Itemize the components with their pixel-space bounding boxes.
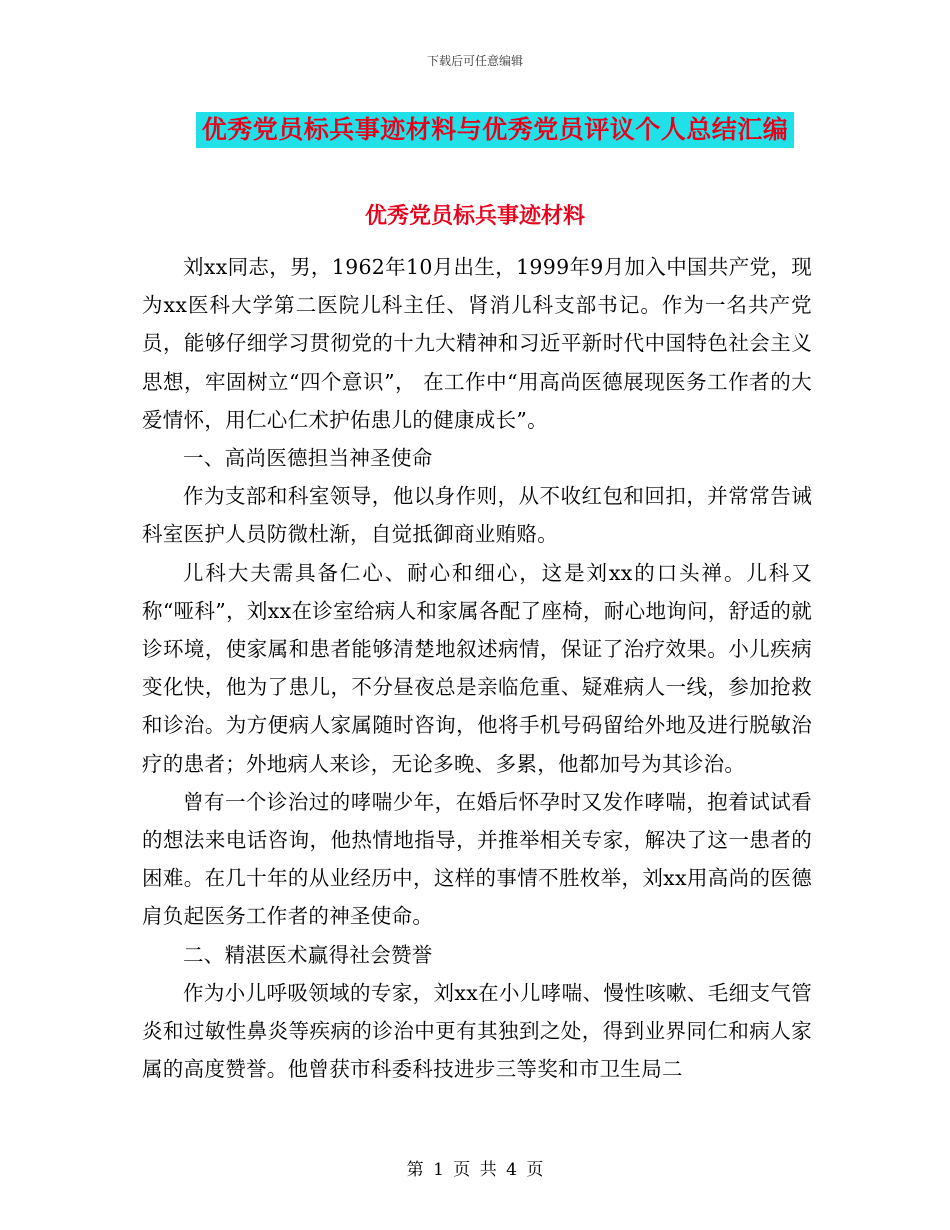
- main-title: 优秀党员标兵事迹材料与优秀党员评议个人总结汇编: [196, 112, 795, 148]
- section-title: 优秀党员标兵事迹材料: [364, 203, 585, 229]
- paragraph-intro: 刘xx同志，男，1962年10月出生，1999年9月加入中国共产党，现为xx医科大学第二医院儿科主任、肾消儿科支部书记。作为一名共产党员，能够仔细学习贯彻党的十九大精神和习近平新时代中国特色社会主义思想，牢固树立“四个意识”， 在工作中“用高尚医德展现医务工作者的大爱情怀，用仁心仁术护佑患儿的健康成长”。: [142, 255, 812, 432]
- paragraph: 作为支部和科室领导，他以身作则，从不收红包和回扣，并常常告诫科室医护人员防微杜渐，自觉抵御商业贿赂。: [142, 484, 812, 547]
- paragraph: 儿科大夫需具备仁心、耐心和细心，这是刘xx的口头禅。儿科又称“哑科”，刘xx在诊室给病人和家属各配了座椅，耐心地询问，舒适的就诊环境，使家属和患者能够清楚地叙述病情，保证了治疗效果。小儿疾病变化快，他为了患儿，不分昼夜总是亲临危重、疑难病人一线，参加抢救和诊治。为方便病人家属随时咨询，他将手机号码留给外地及进行脱敏治疗的患者；外地病人来诊，无论多晚、多累，他都加号为其诊治。: [142, 560, 812, 776]
- paragraph: 曾有一个诊治过的哮喘少年，在婚后怀孕时又发作哮喘，抱着试试看的想法来电话咨询，他热情地指导，并推举相关专家，解决了这一患者的困难。在几十年的从业经历中，这样的事情不胜枚举，刘xx用高尚的医德肩负起医务工作者的神圣使命。: [142, 789, 812, 929]
- section-heading-1: 一、高尚医德担当神圣使命: [183, 446, 433, 471]
- body-text: [142, 248, 812, 1088]
- paragraph: 作为小儿呼吸领域的专家，刘xx在小儿哮喘、慢性咳嗽、毛细支气管炎和过敏性鼻炎等疾病的诊治中更有其独到之处，得到业界同仁和病人家属的高度赞誉。他曾获市科委科技进步三等奖和市卫生局二: [142, 980, 812, 1082]
- header-note: 下载后可任意编辑: [426, 54, 523, 68]
- page-footer: 第 1 页 共 4 页: [406, 1160, 544, 1180]
- main-title-container: [0, 112, 950, 148]
- section-heading-2: 二、精湛医术赢得社会赞誉: [183, 942, 433, 967]
